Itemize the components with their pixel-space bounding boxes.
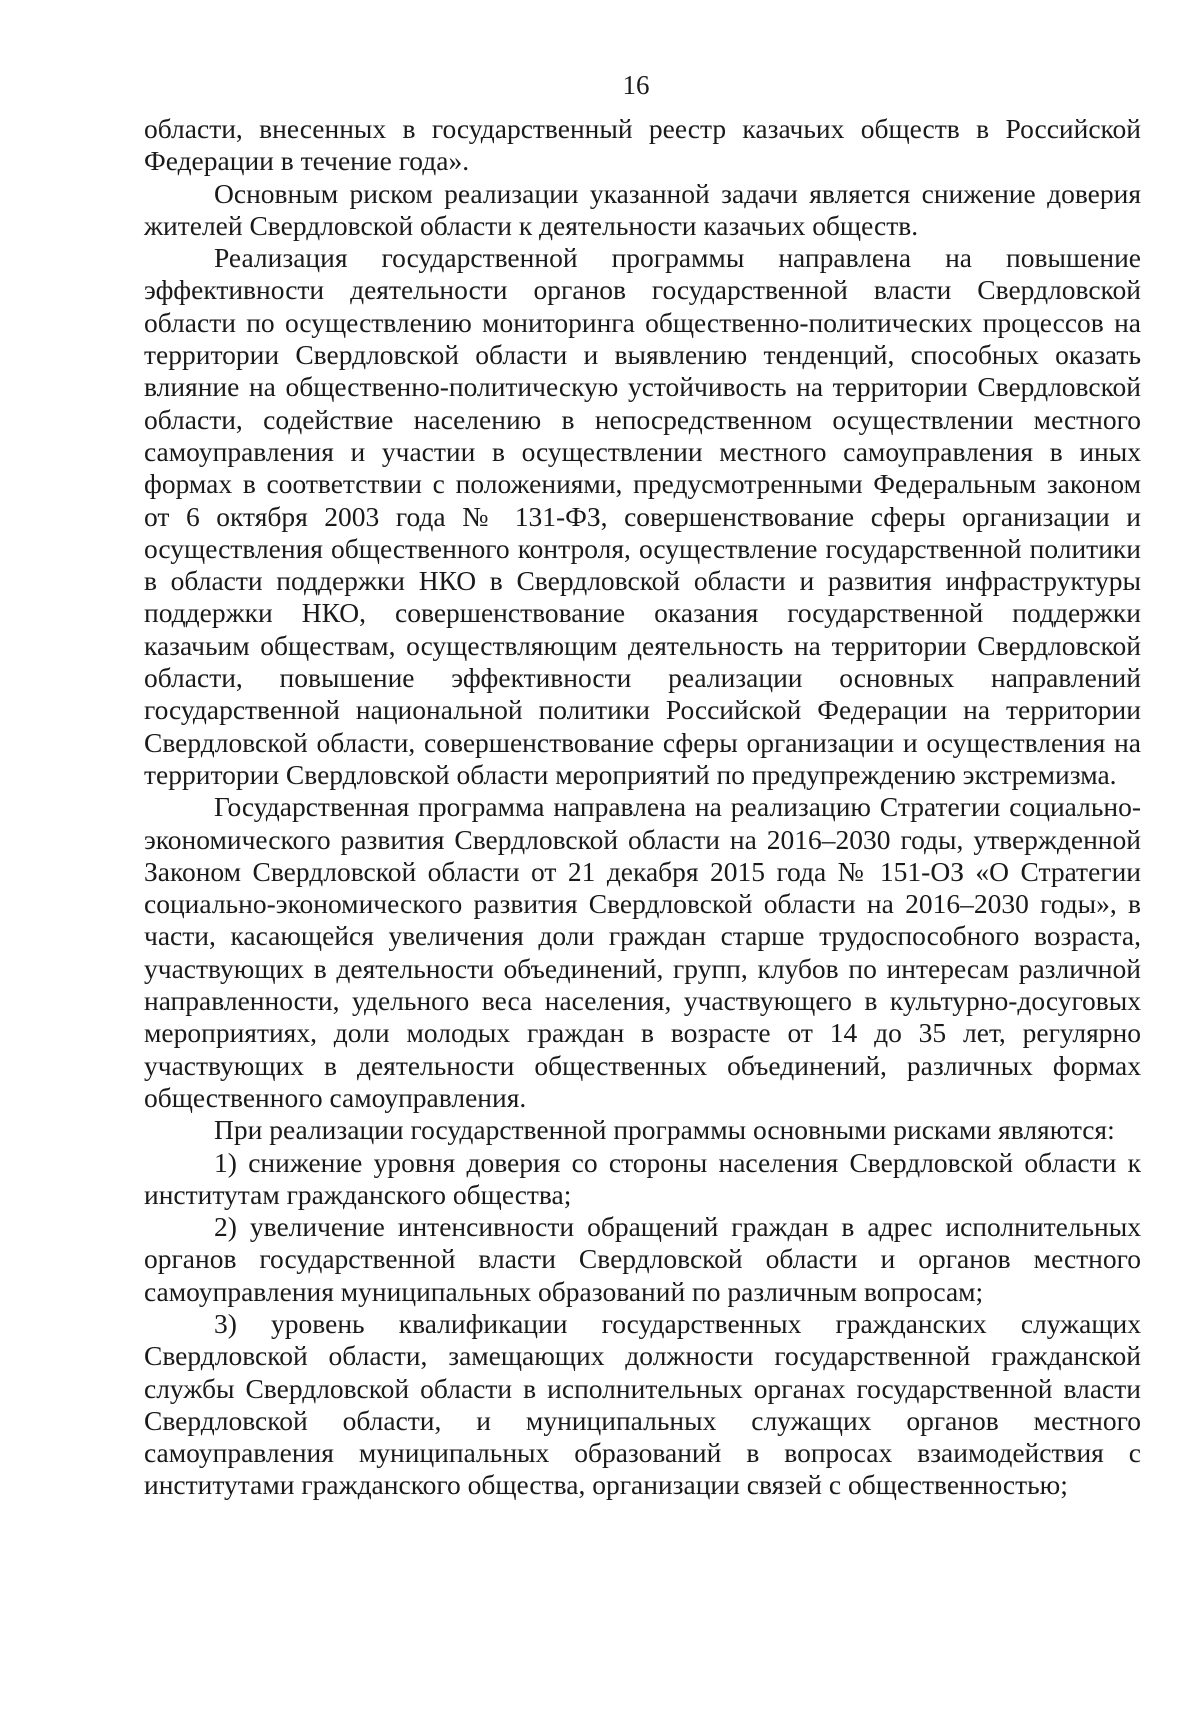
- paragraph-program-aims: Реализация государственной программы направлена на повышение эффективности деятельности органов государственной власти Свердловской области по осуществлению мониторинга общественно-политических процессов на территории Свердловской области и выявлению тенденций, способных оказать влияние на общественно-политическую устойчивость на территории Свердловской области, содействие населению в непосредственном осуществлении местного самоуправления и участии в осуществлении местного самоуправления в иных формах в соответствии с положениями, предусмотренными Федеральным законом от 6 октября 2003 года № 131-ФЗ, совершенствование сферы организации и осуществления общественного контроля, осуществление государственной политики в области поддержки НКО в Свердловской области и развития инфраструктуры поддержки НКО, совершенствование оказания государственной поддержки казачьим обществам, осуществляющим деятельность на территории Свердловской области, повышение эффективности реализации основных направлений государственной национальной политики Российской Федерации на территории Свердловской области, совершенствование сферы организации и осуществления на территории Свердловской области мероприятий по предупреждению экстремизма.: [144, 242, 1141, 790]
- list-item-risk-2: 2) увеличение интенсивности обращений граждан в адрес исполнительных органов государственной власти Свердловской области и органов местного самоуправления муниципальных образований по различным вопросам;: [144, 1211, 1141, 1307]
- paragraph-main-risk: Основным риском реализации указанной задачи является снижение доверия жителей Свердловской области к деятельности казачьих обществ.: [144, 177, 1141, 241]
- paragraph-risks-intro: При реализации государственной программы основными рисками являются:: [214, 1114, 1115, 1146]
- paragraph-strategy: Государственная программа направлена на реализацию Стратегии социально-экономического развития Свердловской области на 2016–2030 годы, утвержденной Законом Свердловской области от 21 декабря 2015 года № 151-ОЗ «О Стратегии социально-экономического развития Свердловской области на 2016–2030 годы», в части, касающейся увеличения доли граждан старше трудоспособного возраста, участвующих в деятельности объединений, групп, клубов по интересам различной направленности, удельного веса населения, участвующего в культурно-досуговых мероприятиях, доли молодых граждан в возрасте от 14 до 35 лет, регулярно участвующих в деятельности общественных объединений, различных формах общественного самоуправления.: [144, 791, 1141, 1113]
- list-item-risk-3: 3) уровень квалификации государственных гражданских служащих Свердловской области, замещающих должности государственной гражданской службы Свердловской области в исполнительных органах государственной власти Свердловской области, и муниципальных служащих органов местного самоуправления муниципальных образований в вопросах взаимодействия с институтами гражданского общества, организации связей с общественностью;: [144, 1307, 1141, 1501]
- list-item-risk-1: 1) снижение уровня доверия со стороны населения Свердловской области к институтам гражданского общества;: [144, 1146, 1141, 1210]
- paragraph-continuation: области, внесенных в государственный реестр казачьих обществ в Российской Федерации в течение года».: [144, 113, 1141, 177]
- document-body: [144, 113, 1141, 1502]
- page-number: 16: [622, 70, 650, 100]
